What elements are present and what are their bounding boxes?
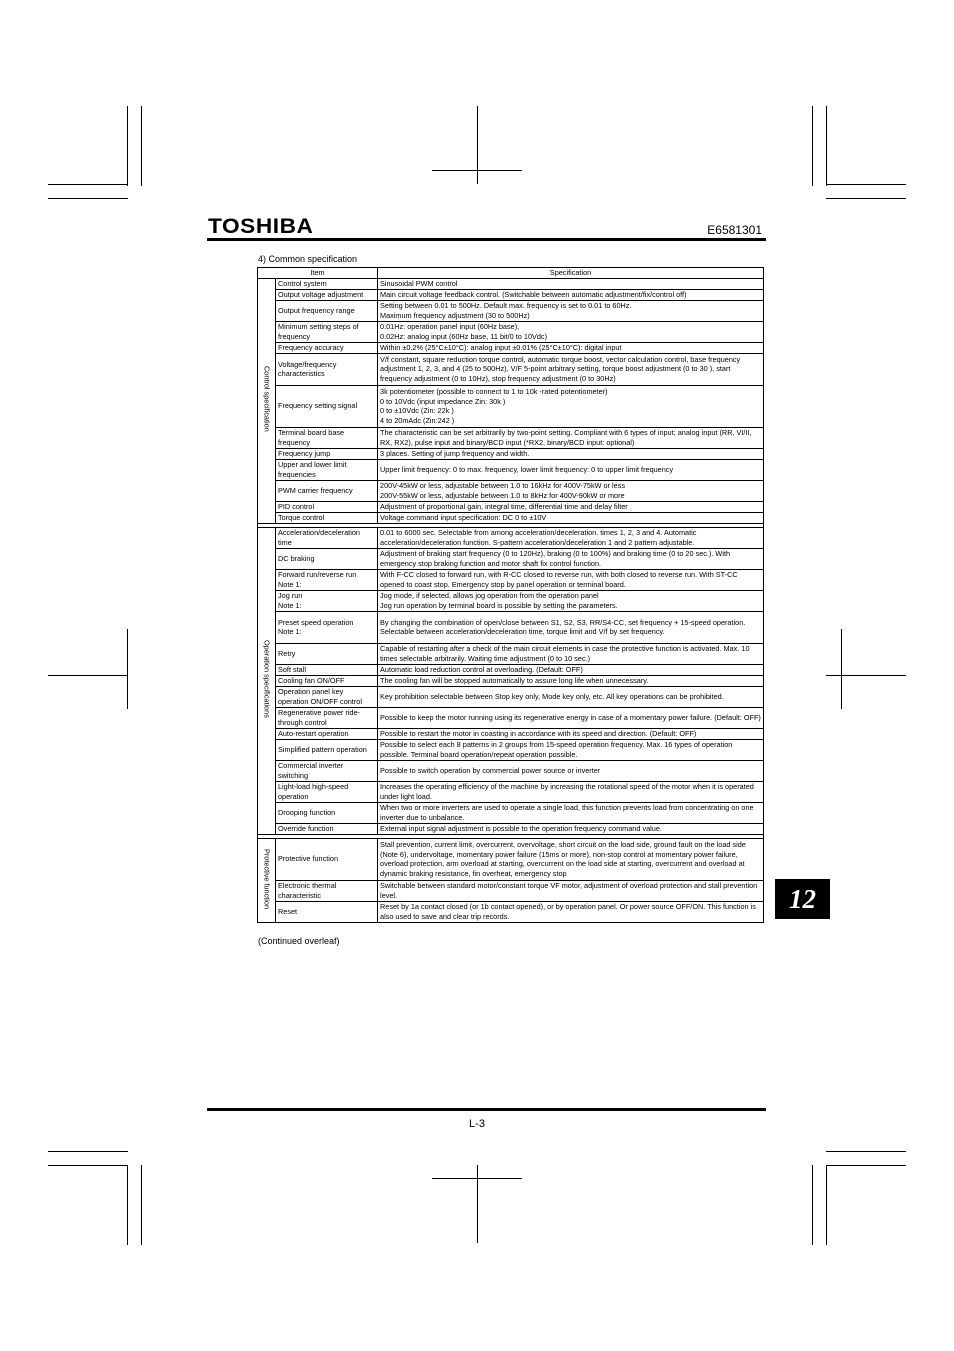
specification-cell: 0.01 to 6000 sec. Selectable from among acceleration/deceleration. times 1, 2, 3 and 4. Automatic acceleration/deceleration function. S-pattern acceleration/deceleration 1 and 2 pattern adjustable.: [378, 527, 764, 548]
specification-cell: Reset by 1a contact closed (or 1b contact opened), or by operation panel. Or power source OFF/ON. This function is also used to save and clear trip records.: [378, 901, 764, 922]
specification-cell: With F-CC closed to forward run, with R-CC closed to reverse run, with both closed to reverse run. With ST-CC opened to coast stop. Emergency stop by panel operation or terminal board.: [378, 569, 764, 590]
specification-cell: Adjustment of proportional gain, integral time, differential time and delay filter: [378, 501, 764, 512]
specification-cell: The cooling fan will be stopped automatically to assure long life when unnecessary.: [378, 675, 764, 686]
item-cell: Cooling fan ON/OFF: [276, 675, 378, 686]
table-row: [258, 459, 764, 480]
specification-cell: Within ±0.2% (25°C±10°C): analog input ±0.01% (25°C±10°C): digital input: [378, 342, 764, 353]
table-row: [258, 300, 764, 321]
specification-cell: Sinusoidal PWM control: [378, 278, 764, 289]
table-row: [258, 707, 764, 728]
table-row: [258, 548, 764, 569]
item-cell: Drooping function: [276, 802, 378, 823]
page-number: L-3: [469, 1118, 485, 1130]
table-row: [258, 728, 764, 739]
item-cell: DC braking: [276, 548, 378, 569]
specification-cell: Main circuit voltage feedback control. (Switchable between automatic adjustment/fix/control off): [378, 289, 764, 300]
table-row: [258, 353, 764, 385]
table-row: [258, 480, 764, 501]
item-cell: Acceleration/deceleration time: [276, 527, 378, 548]
specification-cell: Possible to restart the motor in coasting in accordance with its speed and direction. (Default: OFF): [378, 728, 764, 739]
item-cell: Override function: [276, 823, 378, 834]
item-cell: Forward run/reverse run Note 1:: [276, 569, 378, 590]
table-row: [258, 760, 764, 781]
item-cell: Commercial inverter switching: [276, 760, 378, 781]
section-title: 4) Common specification: [258, 254, 358, 264]
item-cell: Simplified pattern operation: [276, 739, 378, 760]
specification-cell: Jog mode, if selected, allows jog operation from the operation panel Jog run operation by terminal board is possible by setting the parameters.: [378, 590, 764, 611]
table-row: [258, 512, 764, 523]
specification-cell: 200V-45kW or less, adjustable between 1.0 to 16kHz for 400V-75kW or less 200V-55kW or less, adjustable between 1.0 to 8kHz for 400V-90kW or more: [378, 480, 764, 501]
table-row: [258, 527, 764, 548]
table-row: [258, 664, 764, 675]
specification-cell: Capable of restarting after a check of the main circuit elements in case the protective function is activated. Max. 10 times selectable arbitrarily. Waiting time adjustment (0 to 10 sec.): [378, 643, 764, 664]
table-row: [258, 739, 764, 760]
group-label-text: Protective function: [262, 848, 272, 909]
specification-cell: Adjustment of braking start frequency (0 to 120Hz), braking (0 to 100%) and braking time (0 to 20 sec.). With emergency stop braking function and motor shaft fix control function.: [378, 548, 764, 569]
specification-cell: Possible to switch operation by commercial power source or inverter: [378, 760, 764, 781]
item-cell: Terminal board base frequency: [276, 427, 378, 448]
group-label: [258, 278, 276, 523]
table-row: [258, 385, 764, 427]
table-row: [258, 823, 764, 834]
item-cell: Retry: [276, 643, 378, 664]
table-row: [258, 901, 764, 922]
item-cell: Preset speed operation Note 1:: [276, 611, 378, 643]
header-rule: [207, 238, 766, 241]
table-row: [258, 501, 764, 512]
specification-cell: 3 places. Setting of jump frequency and width.: [378, 448, 764, 459]
item-cell: Regenerative power ride-through control: [276, 707, 378, 728]
table-row: [258, 686, 764, 707]
specification-table: [257, 267, 764, 923]
table-row: [258, 880, 764, 901]
table-row: [258, 611, 764, 643]
footer-rule: [207, 1108, 766, 1111]
specification-cell: Automatic load reduction control at overloading. (Default: OFF): [378, 664, 764, 675]
item-cell: Frequency jump: [276, 448, 378, 459]
item-cell: Upper and lower limit frequencies: [276, 459, 378, 480]
group-label: [258, 838, 276, 922]
specification-cell: External input signal adjustment is possible to the operation frequency command value.: [378, 823, 764, 834]
item-cell: Control system: [276, 278, 378, 289]
item-cell: Protective function: [276, 838, 378, 880]
table-header-row: [258, 268, 764, 279]
table-row: [258, 675, 764, 686]
item-cell: Operation panel key operation ON/OFF control: [276, 686, 378, 707]
item-cell: Torque control: [276, 512, 378, 523]
item-cell: Light-load high-speed operation: [276, 781, 378, 802]
specification-cell: When two or more inverters are used to operate a single load, this function prevents load from concentrating on one inverter due to unbalance.: [378, 802, 764, 823]
specification-cell: Upper limit frequency: 0 to max. frequency, lower limit frequency: 0 to upper limit frequency: [378, 459, 764, 480]
table-row: [258, 448, 764, 459]
document-number: E6581301: [707, 223, 762, 237]
continued-note: (Continued overleaf): [258, 936, 340, 946]
item-cell: Output voltage adjustment: [276, 289, 378, 300]
item-cell: Soft stall: [276, 664, 378, 675]
specification-cell: The characteristic can be set arbitrarily by two-point setting. Compliant with 6 types of input; analog input (RR, VI/II, RX, RX2), pulse input and binary/BCD input (*RX2, binary/BCD input: optional): [378, 427, 764, 448]
item-cell: PWM carrier frequency: [276, 480, 378, 501]
item-cell: PID control: [276, 501, 378, 512]
specification-cell: 0.01Hz: operation panel input (60Hz base), 0.02Hz: analog input (60Hz base, 11 bit/0 to 10Vdc): [378, 321, 764, 342]
item-cell: Frequency accuracy: [276, 342, 378, 353]
item-cell: Output frequency range: [276, 300, 378, 321]
table-row: [258, 427, 764, 448]
specification-cell: Stall prevention, current limit, overcurrent, overvoltage, short circuit on the load side, ground fault on the load side (Note 6), undervoltage, momentary power failure (15ms or more), non-stop control at momentary power failure, overload protection, arm overload at starting, overcurrent on the load side at starting, overcurrent and overload at dynamic braking resistance, fin overheat, emergency stop: [378, 838, 764, 880]
item-cell: Frequency setting signal: [276, 385, 378, 427]
specification-cell: Key prohibition selectable between Stop key only, Mode key only, etc. All key operations can be prohibited.: [378, 686, 764, 707]
table-row: [258, 643, 764, 664]
item-cell: Electronic thermal characteristic: [276, 880, 378, 901]
table-row: [258, 838, 764, 880]
table-row: [258, 321, 764, 342]
group-label: [258, 527, 276, 834]
table-row: [258, 278, 764, 289]
specification-cell: Increases the operating efficiency of the machine by increasing the rotational speed of the motor when it is operated under light load.: [378, 781, 764, 802]
specification-cell: Possible to keep the motor running using its regenerative energy in case of a momentary power failure. (Default: OFF): [378, 707, 764, 728]
item-cell: Voltage/frequency characteristics: [276, 353, 378, 385]
specification-cell: Voltage command input specification: DC 0 to ±10V: [378, 512, 764, 523]
specification-cell: Switchable between standard motor/constant torque VF motor, adjustment of overload protection and stall prevention level.: [378, 880, 764, 901]
specification-cell: 3k potentiometer (possible to connect to 1 to 10k -rated potentiometer) 0 to 10Vdc (input impedance Zin: 30k ) 0 to ±10Vdc (Zin: 22k ) 4 to 20mAdc (Zin:242 ): [378, 385, 764, 427]
table-row: [258, 781, 764, 802]
specification-cell: V/f constant, square reduction torque control, automatic torque boost, vector calculation control, base frequency adjustment 1, 2, 3, and 4 (25 to 500Hz), V/F 5-point arbitrary setting, torque boost adjustment (0 to 30 ), start frequency adjustment (0 to 10Hz), stop frequency adjustment (0 to 30Hz): [378, 353, 764, 385]
table-row: [258, 802, 764, 823]
column-header-item: Item: [258, 268, 378, 279]
brand-logo: TOSHIBA: [208, 215, 314, 238]
chapter-tab: 12: [775, 879, 830, 919]
item-cell: Minimum setting steps of frequency: [276, 321, 378, 342]
table-row: [258, 289, 764, 300]
table-row: [258, 590, 764, 611]
specification-cell: Possible to select each 8 patterns in 2 groups from 15-speed operation frequency. Max. 16 types of operation possible. Terminal board operation/repeat operation possible.: [378, 739, 764, 760]
table-row: [258, 569, 764, 590]
column-header-specification: Specification: [378, 268, 764, 279]
item-cell: Auto-restart operation: [276, 728, 378, 739]
item-cell: Jog run Note 1:: [276, 590, 378, 611]
specification-cell: By changing the combination of open/close between S1, S2, S3, RR/S4-CC, set frequency + 15-speed operation. Selectable between acceleration/deceleration time, torque limit and V/f by set frequency.: [378, 611, 764, 643]
group-label-text: Operation specifications: [262, 640, 272, 719]
table-row: [258, 342, 764, 353]
group-label-text: Control specification: [262, 366, 272, 433]
item-cell: Reset: [276, 901, 378, 922]
specification-cell: Setting between 0.01 to 500Hz. Default max. frequency is set to 0.01 to 60Hz. Maximum frequency adjustment (30 to 500Hz): [378, 300, 764, 321]
